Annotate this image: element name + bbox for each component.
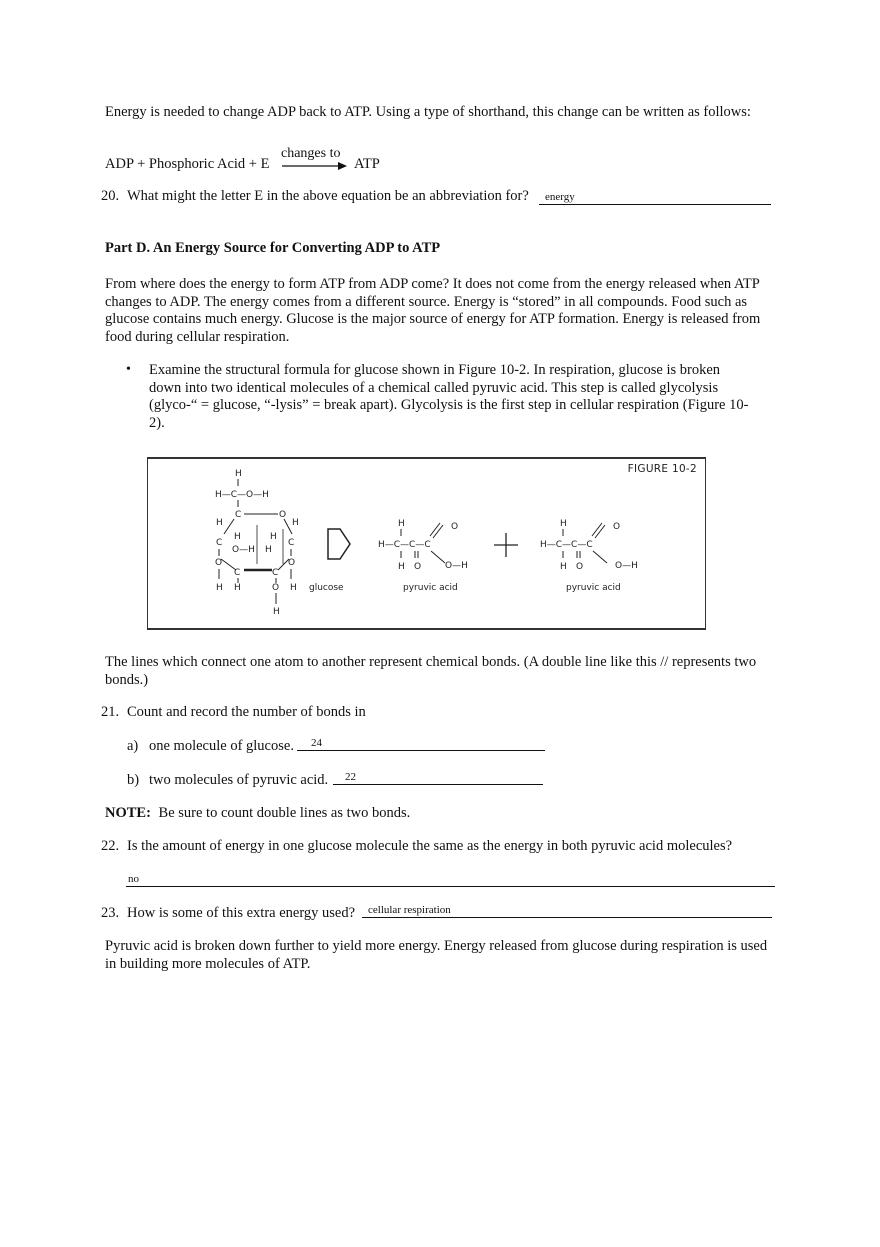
q20-text: What might the letter E in the above equation be an abbreviation for?: [127, 188, 529, 204]
glycolysis-diagram: [148, 459, 705, 628]
figure-title: FIGURE 10-2: [627, 463, 697, 475]
svg-text:O—H: O—H: [232, 545, 255, 555]
svg-text:H: H: [560, 562, 567, 572]
svg-text:H: H: [265, 545, 272, 555]
svg-text:C: C: [234, 568, 241, 578]
svg-text:O: O: [613, 522, 621, 532]
svg-text:H: H: [560, 519, 567, 529]
q23-text: How is some of this extra energy used?: [127, 905, 356, 921]
svg-text:O: O: [288, 558, 296, 568]
svg-text:H—C—C—C: H—C—C—C: [378, 540, 431, 550]
note-label: NOTE:: [105, 805, 151, 821]
note-text: Be sure to count double lines as two bonds.: [158, 805, 411, 821]
svg-text:H: H: [216, 518, 223, 528]
svg-text:O: O: [414, 562, 422, 572]
bullet-icon: •: [126, 362, 131, 377]
reaction-arrow-icon: [282, 160, 348, 172]
q21b-answer: 22: [345, 771, 356, 783]
figure-10-2: [147, 457, 706, 630]
svg-text:C: C: [272, 568, 279, 578]
svg-text:pyruvic acid: pyruvic acid: [403, 583, 458, 593]
svg-text:H: H: [235, 469, 242, 479]
q21-text: Count and record the number of bonds in: [127, 704, 366, 720]
closing-paragraph: Pyruvic acid is broken down further to yield more energy. Energy released from glucose during respiration is used in building more molecules of ATP.: [105, 938, 768, 972]
svg-text:O: O: [272, 583, 280, 593]
bonds-note: The lines which connect one atom to another represent chemical bonds. (A double line like this // represents two bonds.): [105, 654, 757, 688]
q23-answer: cellular respiration: [368, 904, 451, 916]
svg-text:C: C: [235, 510, 242, 520]
svg-text:H—C—O—H: H—C—O—H: [215, 490, 269, 500]
intro-paragraph: Energy is needed to change ADP back to ATP. Using a type of shorthand, this change can be written as follows:: [105, 104, 751, 120]
q21b-text: two molecules of pyruvic acid.: [149, 772, 329, 788]
q22-answer-field[interactable]: [126, 870, 775, 887]
equation-left: ADP + Phosphoric Acid + E: [105, 156, 270, 172]
svg-text:O: O: [215, 558, 223, 568]
svg-text:pyruvic acid: pyruvic acid: [566, 583, 621, 593]
q20-number: 20.: [101, 188, 120, 204]
svg-text:O: O: [576, 562, 584, 572]
svg-text:H: H: [292, 518, 299, 528]
svg-text:C: C: [288, 538, 295, 548]
q21a-text: one molecule of glucose.: [149, 738, 294, 754]
svg-text:O: O: [451, 522, 459, 532]
q21a-answer-field[interactable]: [297, 734, 545, 751]
q20-answer-field[interactable]: [539, 188, 771, 205]
arrow-label: changes to: [281, 146, 341, 161]
svg-text:glucose: glucose: [309, 583, 344, 593]
q20-answer: energy: [545, 191, 575, 203]
note: [105, 805, 410, 822]
svg-text:H: H: [234, 583, 241, 593]
svg-text:C: C: [216, 538, 223, 548]
q21b-answer-field[interactable]: [333, 768, 543, 785]
q21a-label: a): [127, 738, 139, 754]
q21-number: 21.: [101, 704, 120, 720]
svg-text:H: H: [216, 583, 223, 593]
svg-text:H: H: [273, 607, 280, 617]
svg-text:H: H: [270, 532, 277, 542]
q23-number: 23.: [101, 905, 120, 921]
svg-text:H: H: [398, 562, 405, 572]
q22-text: Is the amount of energy in one glucose molecule the same as the energy in both pyruvic acid molecules?: [127, 838, 733, 854]
svg-text:H—C—C—C: H—C—C—C: [540, 540, 593, 550]
q21b-label: b): [127, 772, 140, 788]
q22-answer: no: [128, 873, 139, 885]
equation-right: ATP: [354, 156, 380, 172]
svg-text:H: H: [234, 532, 241, 542]
svg-text:O—H: O—H: [615, 561, 638, 571]
bullet-text: Examine the structural formula for glucose shown in Figure 10-2. In respiration, glucose is broken down into two identical molecules of a chemical called pyruvic acid. This step is called glycolysis (glyco-“ = glucose, “-lysis” = break apart). Glycolysis is the first step in cellular respiration (Figure 10-2).: [149, 362, 749, 431]
q22-number: 22.: [101, 838, 120, 854]
part-d-heading: Part D. An Energy Source for Converting ADP to ATP: [105, 240, 441, 256]
svg-text:O—H: O—H: [445, 561, 468, 571]
q23-answer-field[interactable]: [362, 901, 772, 918]
svg-text:H: H: [290, 583, 297, 593]
q21a-answer: 24: [311, 737, 322, 749]
svg-text:H: H: [398, 519, 405, 529]
part-d-paragraph: From where does the energy to form ATP from ADP come? It does not come from the energy released when ATP changes to ADP. The energy comes from a different source. Energy is “stored” in all compounds. Food such as glucose contains much energy. Glucose is the major source of energy for ATP formation. Energy is released from food during cellular respiration.: [105, 276, 761, 345]
svg-text:O: O: [279, 510, 287, 520]
